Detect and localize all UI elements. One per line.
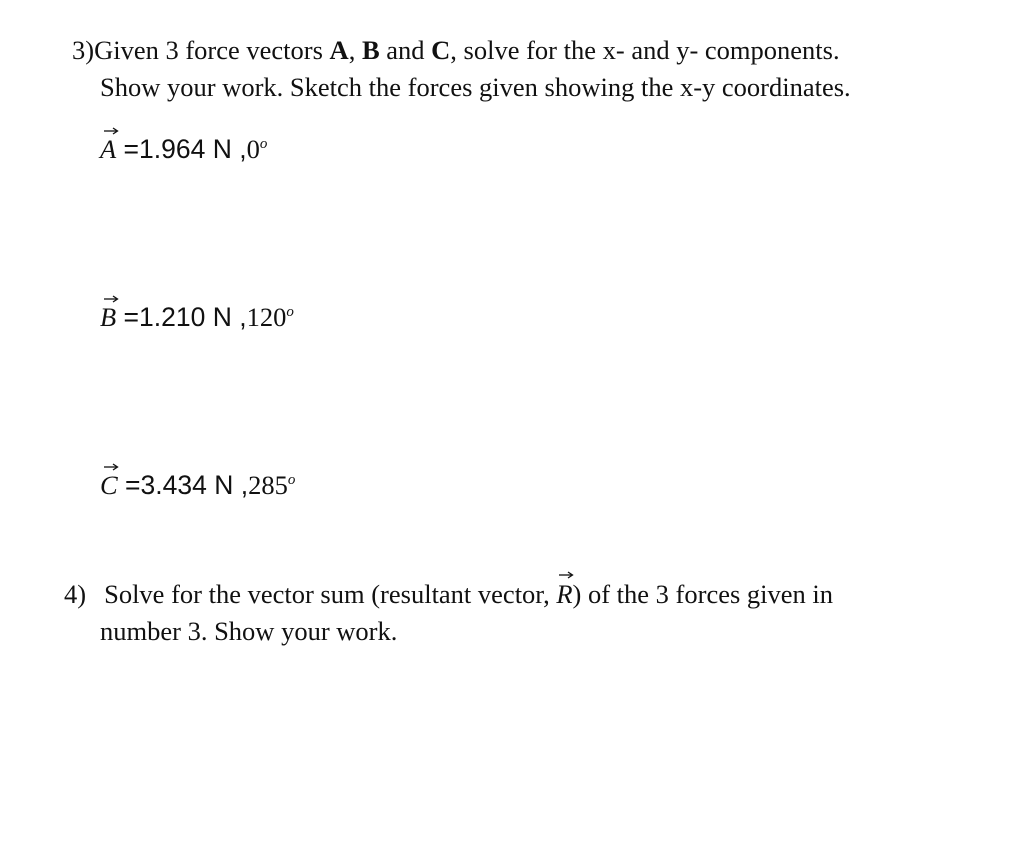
and-word: and: [379, 35, 432, 65]
vector-arrow-icon: [103, 461, 119, 471]
vector-a-separator: ,: [231, 134, 247, 164]
vector-b-symbol: [100, 301, 116, 333]
vector-c-letter: C: [100, 470, 118, 500]
problem-4-intro-text: Solve for the vector sum (resultant vector,: [104, 579, 557, 609]
resultant-symbol: [556, 578, 572, 610]
vector-b-separator: ,: [231, 302, 247, 332]
vector-c-row: [100, 464, 295, 501]
vector-a-name: A: [329, 35, 349, 65]
vector-arrow-icon: [103, 125, 119, 135]
problem-3-number: 3): [72, 35, 95, 65]
vector-b-letter: B: [100, 302, 117, 332]
vector-a-angle: 0: [246, 134, 260, 164]
vector-b-row: [100, 296, 294, 333]
problem-3-instruction-text: , solve for the x- and y- components.: [450, 35, 840, 65]
problem-3-intro-text: Given 3 force vectors: [94, 35, 330, 65]
vector-arrow-icon: [558, 569, 574, 579]
problem-4-line-1: [64, 578, 833, 610]
vector-c-separator: ,: [233, 470, 249, 500]
vector-b-equals: =: [116, 302, 140, 332]
vector-c-equals: =: [117, 470, 141, 500]
vector-b-name: B: [361, 35, 380, 65]
vector-a-symbol: [100, 133, 116, 165]
vector-c-symbol: [100, 469, 118, 501]
vector-b-angle: 120: [246, 302, 287, 332]
vector-c-angle: 285: [248, 470, 288, 500]
vector-b-degree-symbol: o: [286, 304, 294, 320]
vector-a-equals: =: [116, 134, 140, 164]
comma-separator: ,: [348, 35, 356, 65]
vector-a-letter: A: [100, 134, 117, 164]
problem-3-line-2: Show your work. Sketch the forces given showing the x-y coordinates.: [100, 72, 851, 102]
vector-c-magnitude: 3.434 N: [140, 470, 234, 500]
problem-4-number: 4): [64, 579, 87, 609]
problem-4-line-2: number 3. Show your work.: [100, 616, 398, 646]
vector-a-magnitude: 1.964 N: [139, 134, 232, 164]
resultant-letter: R: [556, 579, 573, 609]
vector-a-row: [100, 128, 267, 165]
vector-c-degree-symbol: o: [287, 472, 296, 488]
vector-a-degree-symbol: o: [259, 136, 268, 152]
problem-3-line-1: [72, 34, 840, 66]
vector-b-magnitude: 1.210 N: [139, 302, 232, 332]
vector-arrow-icon: [103, 293, 119, 303]
vector-c-name: C: [431, 35, 451, 65]
problem-4-instruction-text: ) of the 3 forces given in: [572, 579, 834, 609]
